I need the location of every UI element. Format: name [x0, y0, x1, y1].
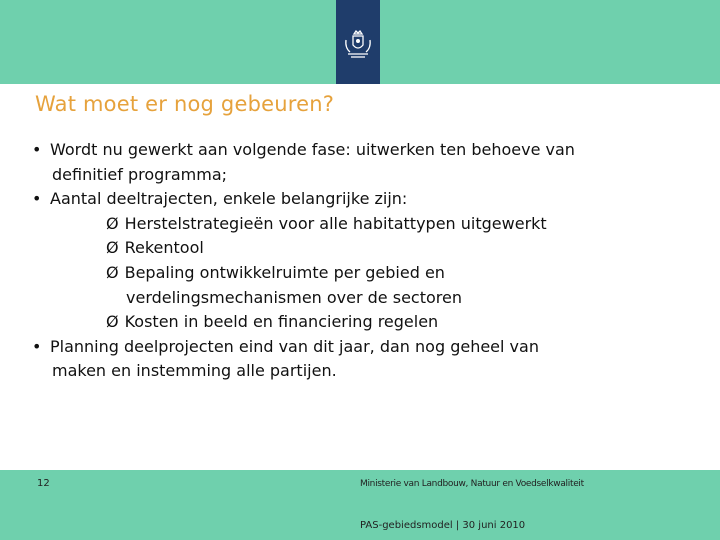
sub-item-text: Rekentool [124, 238, 204, 258]
bullet-item [32, 138, 702, 163]
sub-item [32, 310, 702, 335]
footer-subtitle: PAS-gebiedsmodel | 30 juni 2010 [360, 520, 526, 531]
bullet-item [32, 335, 702, 360]
sub-item [32, 212, 702, 237]
arrow-bullet-icon: Ø [106, 213, 119, 233]
bullet-text-continuation: maken en instemming alle partijen. [52, 361, 337, 381]
rijkswapen-logo [336, 0, 380, 84]
bullet-item [32, 187, 702, 212]
slide-title: Wat moet er nog gebeuren? [35, 92, 335, 116]
sub-item-text: Bepaling ontwikkelruimte per gebied en [124, 262, 445, 282]
sub-item-text: Herstelstrategieën voor alle habitattypen uitgewerkt [124, 213, 547, 233]
sub-item-text: Kosten in beeld en financiering regelen [124, 312, 439, 332]
bullet-text: Aantal deeltrajecten, enkele belangrijke zijn: [50, 189, 408, 209]
bullet-text: Wordt nu gewerkt aan volgende fase: uitwerken ten behoeve van [50, 140, 575, 159]
arrow-bullet-icon: Ø [106, 238, 119, 258]
arrow-bullet-icon: Ø [106, 312, 119, 332]
bullet-mark: • [32, 189, 42, 209]
sub-item-continuation: verdelingsmechanismen over de sectoren [126, 287, 462, 307]
bullet-mark: • [32, 336, 42, 356]
sub-item [32, 236, 702, 261]
bullet-text: Planning deelprojecten eind van dit jaar, dan nog geheel van [50, 336, 539, 356]
header-band [0, 0, 720, 84]
rijkswapen-crest-icon [342, 30, 374, 60]
bullet-mark: • [32, 140, 42, 159]
page-number: 12 [37, 478, 50, 489]
slide-body [32, 138, 702, 384]
bullet-text-continuation: definitief programma; [52, 164, 228, 184]
arrow-bullet-icon: Ø [106, 262, 119, 282]
sub-item [32, 261, 702, 286]
ministry-name: Ministerie van Landbouw, Natuur en Voedselkwaliteit [360, 479, 584, 489]
